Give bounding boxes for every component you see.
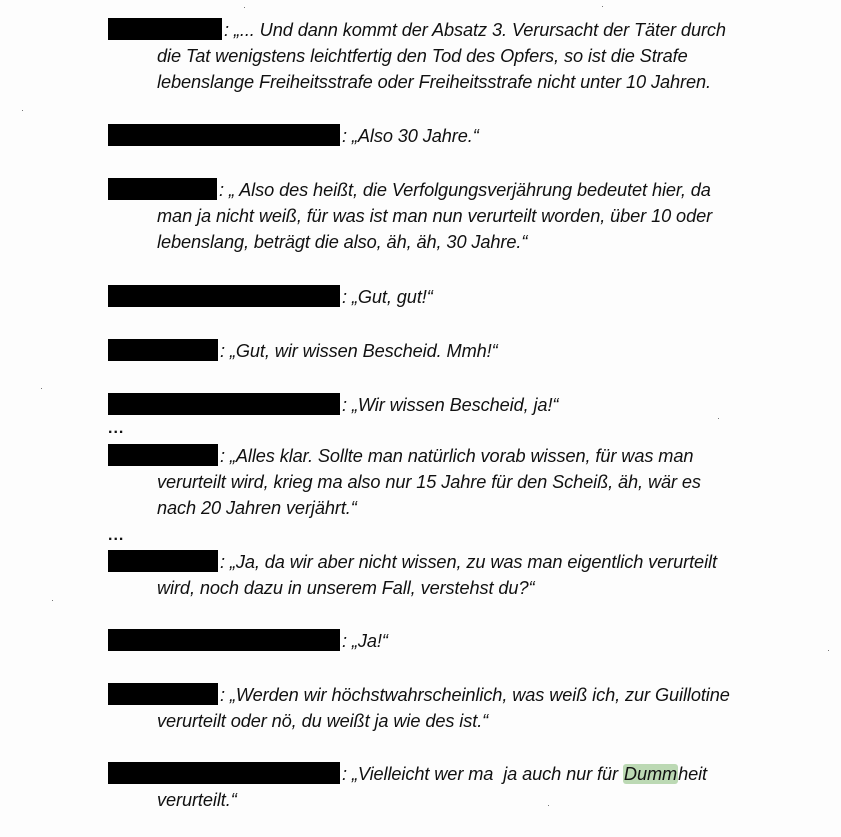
speaker-separator: : <box>220 341 225 361</box>
utterance-line: „Also 30 Jahre.“ <box>351 126 479 146</box>
redacted-speaker <box>108 629 340 651</box>
speaker-separator: : <box>342 395 347 415</box>
utterance-line: man ja nicht weiß, für was ist man nun verurteilt worden, über 10 oder <box>157 206 713 226</box>
redacted-speaker <box>108 285 340 307</box>
speaker-separator: : <box>220 685 225 705</box>
redacted-speaker <box>108 124 340 146</box>
utterance-line: „Gut, gut!“ <box>351 287 433 307</box>
speaker-separator: : <box>342 287 347 307</box>
utterance-line: lebenslange Freiheitsstrafe oder Freiheitsstrafe nicht unter 10 Jahren. <box>157 72 711 92</box>
utterance-line: lebenslang, beträgt die also, äh, äh, 30 Jahre.“ <box>157 232 528 252</box>
transcript-entry <box>108 549 808 601</box>
utterance-line: „Wir wissen Bescheid, ja!“ <box>351 395 559 415</box>
speaker-separator: : <box>342 764 347 784</box>
speaker-separator: : <box>220 552 225 572</box>
utterance-line: heit <box>678 764 708 784</box>
redacted-speaker <box>108 550 218 572</box>
highlighted-word: Dumm <box>623 764 678 784</box>
scan-speck <box>828 650 829 651</box>
redacted-speaker <box>108 339 218 361</box>
transcript-entry <box>108 628 808 654</box>
speaker-separator: : <box>220 446 225 466</box>
transcript-entry <box>108 761 808 813</box>
utterance-line: wird, noch dazu in unserem Fall, verstehst du?“ <box>157 578 535 598</box>
redacted-speaker <box>108 444 218 466</box>
transcript-entry <box>108 682 808 734</box>
utterance-line: „Ja, da wir aber nicht wissen, zu was man eigentlich verurteilt <box>229 552 717 572</box>
scan-speck <box>52 600 53 601</box>
utterance-line: verurteilt oder nö, du weißt ja wie des ist.“ <box>157 711 489 731</box>
transcript-entry <box>108 123 808 149</box>
utterance-line: verurteilt wird, krieg ma also nur 15 Jahre für den Scheiß, äh, wär es <box>157 472 701 492</box>
speaker-separator: : <box>342 126 347 146</box>
utterance-line: „Alles klar. Sollte man natürlich vorab wissen, für was man <box>229 446 694 466</box>
scan-speck <box>22 110 23 111</box>
speaker-separator: : <box>342 631 347 651</box>
utterance-line: „Ja!“ <box>351 631 388 651</box>
redacted-speaker <box>108 178 217 200</box>
transcript-entry <box>108 443 808 521</box>
utterance-line: nach 20 Jahren verjährt.“ <box>157 498 357 518</box>
scan-speck <box>244 7 245 8</box>
scan-speck <box>718 418 719 419</box>
transcript-entry <box>108 284 808 310</box>
utterance-line: die Tat wenigstens leichtfertig den Tod des Opfers, so ist die Strafe <box>157 46 688 66</box>
speaker-separator: : <box>219 180 224 200</box>
redacted-speaker <box>108 762 340 784</box>
scan-speck <box>548 805 549 806</box>
redacted-speaker <box>108 683 218 705</box>
utterance-line: „ Also des heißt, die Verfolgungsverjährung bedeutet hier, da <box>228 180 711 200</box>
utterance-line: „Vielleicht wer ma ja auch nur für <box>351 764 623 784</box>
transcript-entry <box>108 338 808 364</box>
transcript-entry <box>108 17 808 95</box>
utterance-line: verurteilt.“ <box>157 790 237 810</box>
utterance-line: „Gut, wir wissen Bescheid. Mmh!“ <box>229 341 498 361</box>
scan-speck <box>41 388 42 389</box>
ellipsis: ... <box>108 420 125 437</box>
redacted-speaker <box>108 18 222 40</box>
scan-speck <box>602 6 603 7</box>
transcript-entry <box>108 177 808 255</box>
transcript-entry <box>108 392 808 418</box>
utterance-line: „... Und dann kommt der Absatz 3. Verursacht der Täter durch <box>233 20 726 40</box>
speaker-separator: : <box>224 20 229 40</box>
utterance-line: „Werden wir höchstwahrscheinlich, was weiß ich, zur Guillotine <box>229 685 730 705</box>
redacted-speaker <box>108 393 340 415</box>
ellipsis: ... <box>108 527 125 544</box>
